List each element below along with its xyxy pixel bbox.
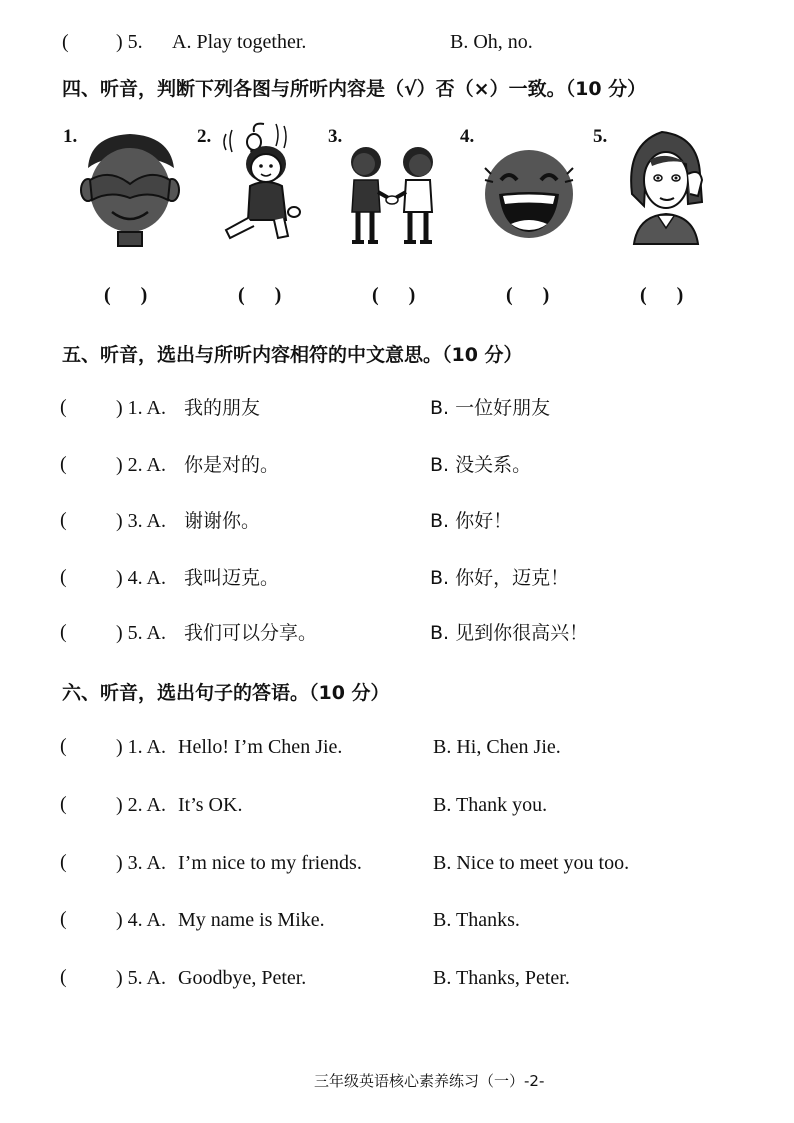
option-b: B. 见到你很高兴！ xyxy=(430,622,589,644)
option-b: B. 你好！ xyxy=(430,510,513,532)
page-footer: 三年级英语核心素养练习（一）-2- xyxy=(314,1072,545,1090)
answer-paren-open[interactable]: ( xyxy=(60,735,67,757)
item-number: ) 3. A. xyxy=(116,852,166,874)
answer-paren-open[interactable]: ( xyxy=(60,566,67,588)
option-a: 我的朋友 xyxy=(184,397,261,419)
item-number: ) 3. A. xyxy=(116,510,166,532)
answer-paren-open[interactable]: ( xyxy=(60,851,67,873)
answer-paren-open[interactable]: ( xyxy=(60,453,67,475)
top-item-option-a: A. Play together. xyxy=(172,31,307,53)
option-b: B. 你好，迈克！ xyxy=(430,567,570,589)
option-b: B. Thank you. xyxy=(433,794,548,816)
answer-blank-5[interactable]: ( ) xyxy=(640,284,684,306)
top-item xyxy=(62,30,69,54)
answer-paren-open[interactable]: ( xyxy=(60,621,67,643)
option-a: It’s OK. xyxy=(178,794,243,816)
item-number: ) 1. A. xyxy=(116,736,166,758)
answer-paren-open[interactable]: ( xyxy=(60,509,67,531)
top-item-number: ) 5. xyxy=(116,31,143,53)
option-a: 我们可以分享。 xyxy=(184,622,318,644)
option-a: I’m nice to my friends. xyxy=(178,852,362,874)
option-b: B. Thanks. xyxy=(433,909,520,931)
laughing-face-icon xyxy=(483,144,575,244)
option-b: B. Thanks, Peter. xyxy=(433,967,570,989)
section6-title: 六、听音，选出句子的答语。（10 分） xyxy=(62,682,390,704)
answer-blank-2[interactable]: ( ) xyxy=(238,284,282,306)
answer-paren-open[interactable]: ( xyxy=(60,908,67,930)
answer-paren-open[interactable]: ( xyxy=(62,31,69,53)
item-number: ) 4. A. xyxy=(116,909,166,931)
woman-listening-icon xyxy=(622,124,708,246)
item-number: ) 5. A. xyxy=(116,967,166,989)
option-a: 我叫迈克。 xyxy=(184,567,280,589)
picture-number-3: 3. xyxy=(328,126,343,147)
picture-number-1: 1. xyxy=(63,126,78,147)
answer-paren-open[interactable]: ( xyxy=(60,966,67,988)
section4-title: 四、听音，判断下列各图与所听内容是（√）否（×）一致。（10 分） xyxy=(62,78,647,100)
top-item-option-b: B. Oh, no. xyxy=(450,31,533,53)
section5-title: 五、听音，选出与所听内容相符的中文意思。（10 分） xyxy=(62,344,523,366)
answer-paren-open[interactable]: ( xyxy=(60,793,67,815)
option-a: 你是对的。 xyxy=(184,454,280,476)
option-b: B. Nice to meet you too. xyxy=(433,852,630,874)
item-number: ) 2. A. xyxy=(116,794,166,816)
item-number: ) 1. A. xyxy=(116,397,166,419)
kids-shaking-hands-icon xyxy=(340,140,445,248)
item-number: ) 2. A. xyxy=(116,454,166,476)
option-a: Goodbye, Peter. xyxy=(178,967,307,989)
picture-number-2: 2. xyxy=(197,126,212,147)
item-number: ) 5. A. xyxy=(116,622,166,644)
girl-waving-icon xyxy=(214,120,314,248)
answer-blank-4[interactable]: ( ) xyxy=(506,284,550,306)
picture-number-5: 5. xyxy=(593,126,608,147)
answer-blank-1[interactable]: ( ) xyxy=(104,284,148,306)
item-number: ) 4. A. xyxy=(116,567,166,589)
option-a: 谢谢你。 xyxy=(184,510,261,532)
option-a: My name is Mike. xyxy=(178,909,325,931)
option-a: Hello! I’m Chen Jie. xyxy=(178,736,343,758)
boy-covering-eyes-icon xyxy=(80,128,180,248)
answer-blank-3[interactable]: ( ) xyxy=(372,284,416,306)
option-b: B. Hi, Chen Jie. xyxy=(433,736,561,758)
option-b: B. 没关系。 xyxy=(430,454,532,476)
answer-paren-open[interactable]: ( xyxy=(60,396,67,418)
picture-number-4: 4. xyxy=(460,126,475,147)
option-b: B. 一位好朋友 xyxy=(430,397,551,419)
